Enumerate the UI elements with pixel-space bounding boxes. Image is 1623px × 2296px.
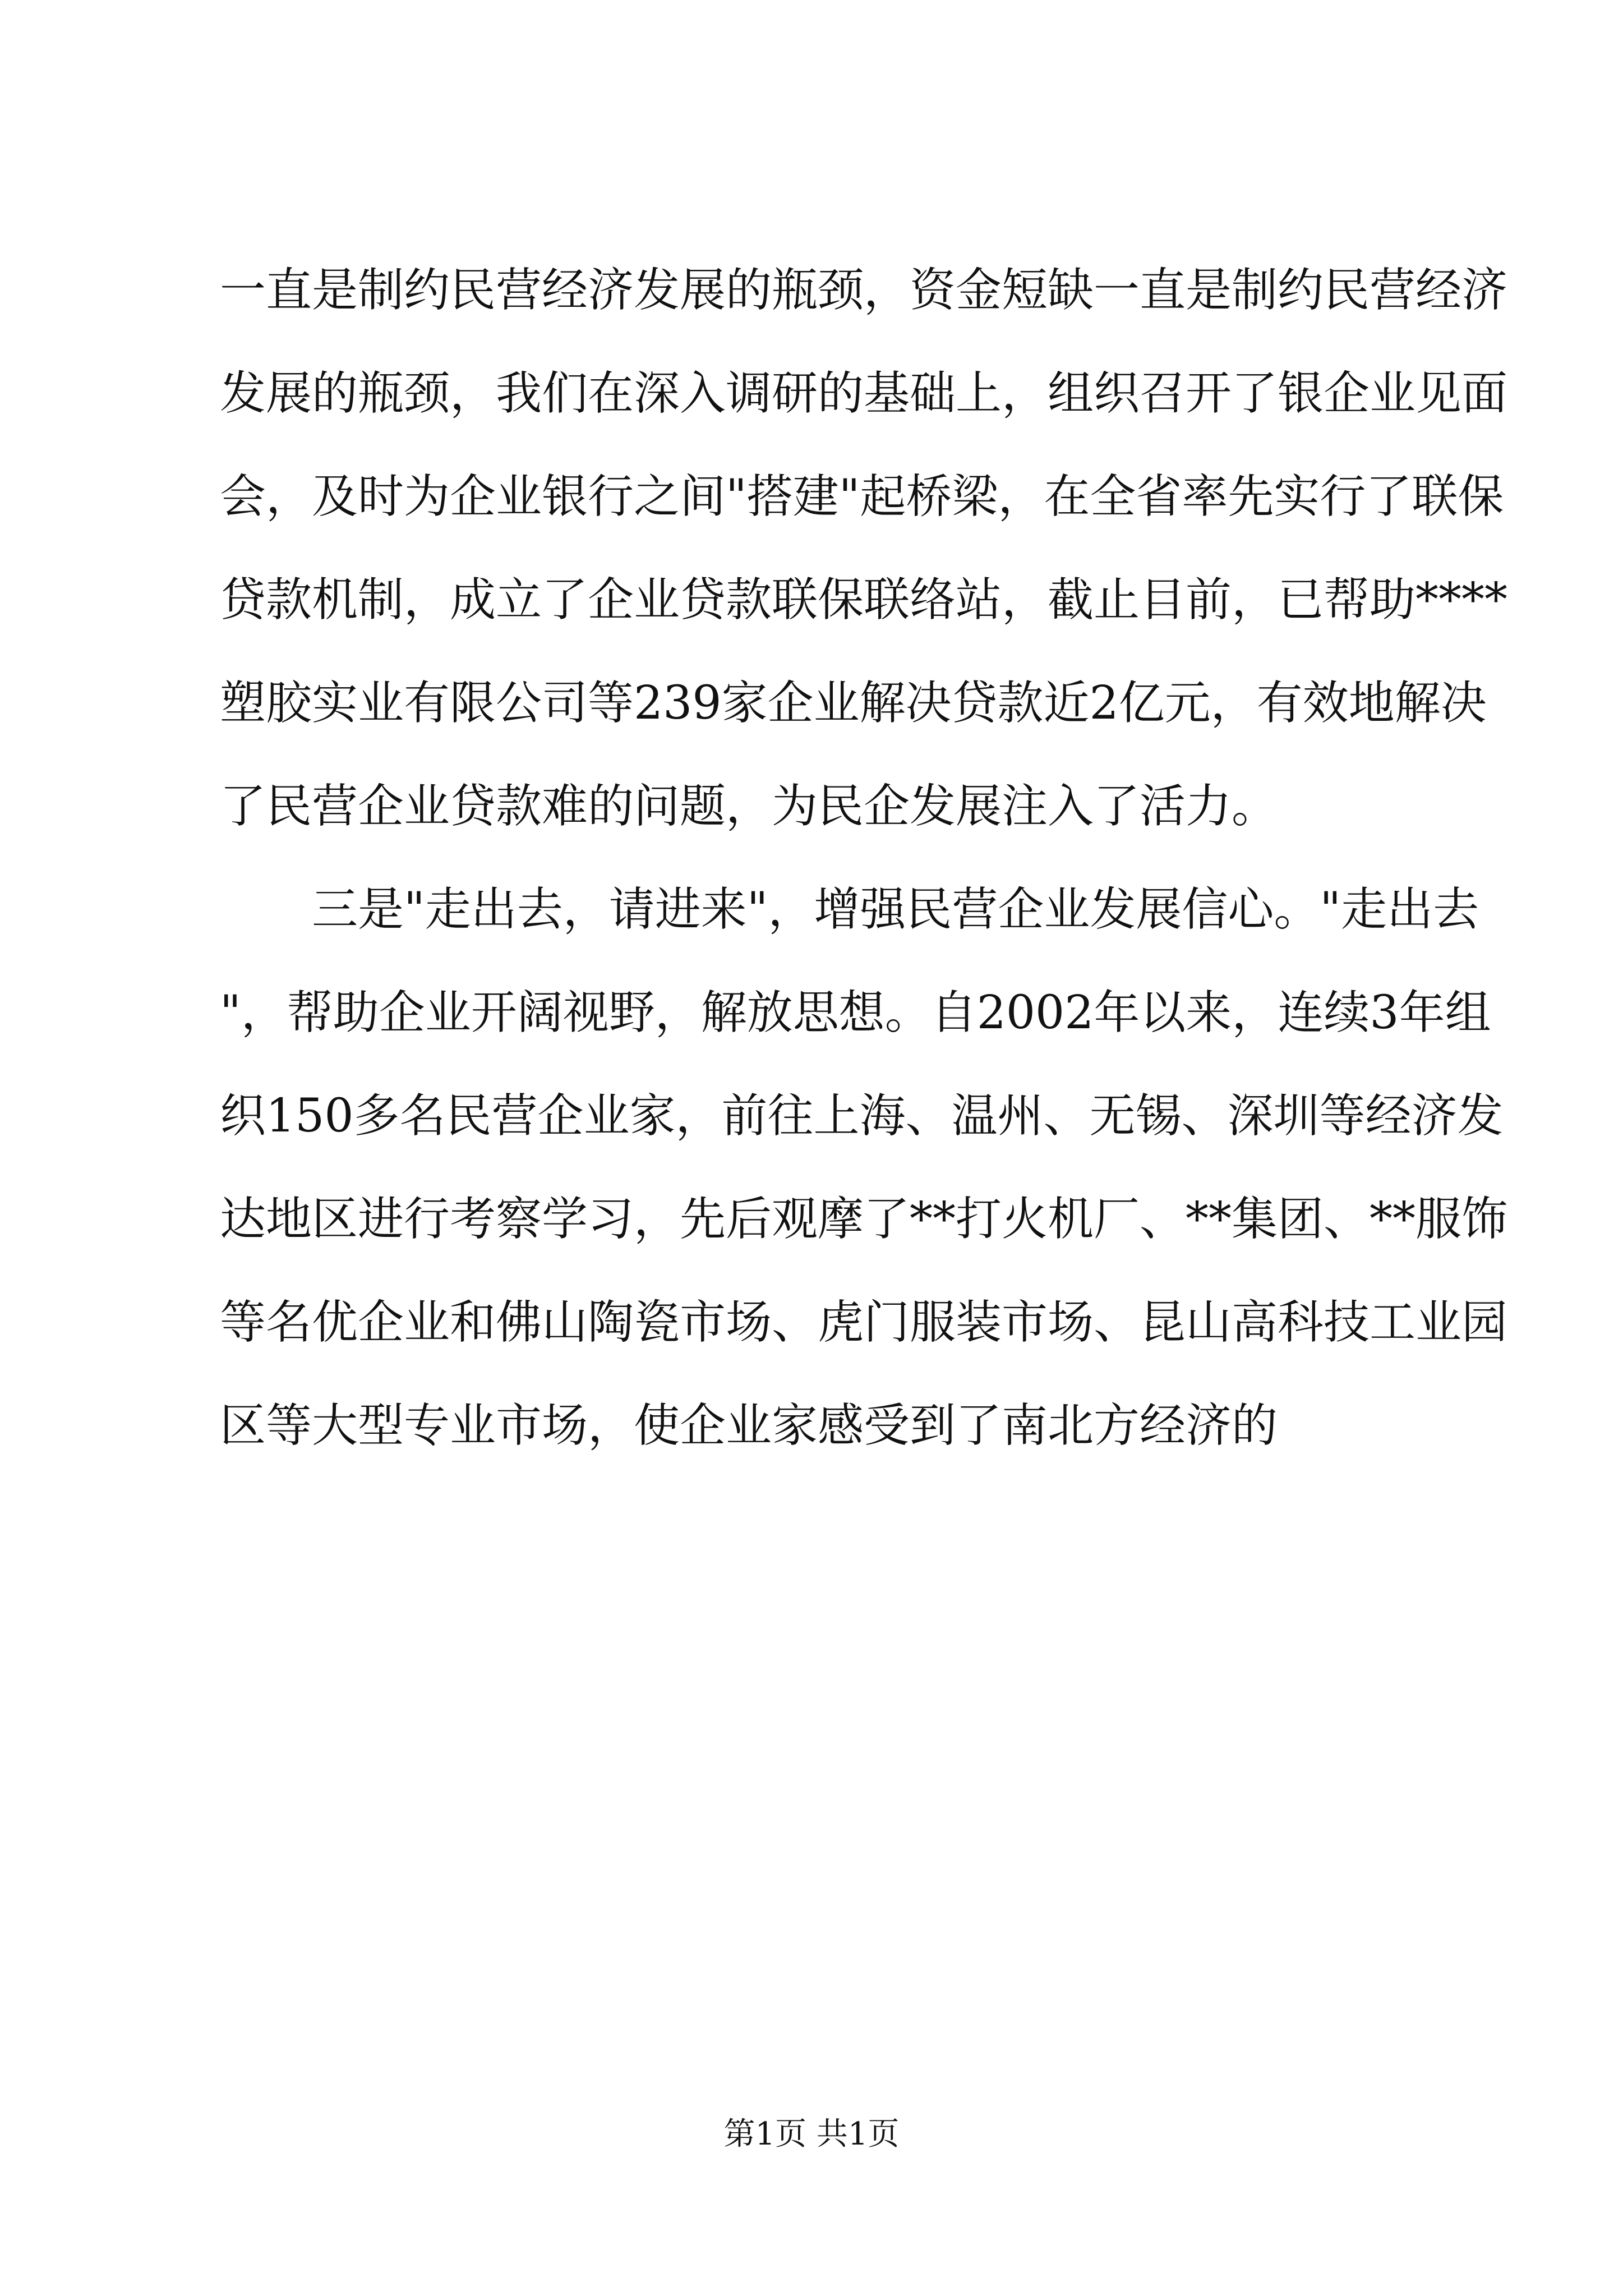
text-line: 发展的瓶颈，我们在深入调研的基础上，组织召开了银企业见面 xyxy=(220,367,1508,420)
text-line: 区等大型专业市场，使企业家感受到了南北方经济的 xyxy=(220,1399,1278,1452)
text-line: 贷款机制，成立了企业贷款联保联络站，截止目前，已帮助**** xyxy=(220,573,1508,627)
text-line: 达地区进行考察学习，先后观摩了**打火机厂、**集团、**服饰 xyxy=(220,1193,1508,1246)
paragraph-1 xyxy=(220,264,1508,834)
text-line: "，帮助企业开阔视野，解放思想。自2002年以来，连续3年组 xyxy=(220,986,1491,1039)
text-line: 一直是制约民营经济发展的瓶颈，资金短缺一直是制约民营经济 xyxy=(220,264,1508,317)
text-line: 塑胶实业有限公司等239家企业解决贷款近2亿元，有效地解决 xyxy=(220,677,1487,730)
text-line: 等名优企业和佛山陶瓷市场、虎门服装市场、昆山高科技工业园 xyxy=(220,1296,1508,1349)
text-line: 会，及时为企业银行之间"搭建"起桥梁，在全省率先实行了联保 xyxy=(220,470,1504,523)
text-line: 三是"走出去，请进来"，增强民营企业发展信心。"走出去 xyxy=(312,883,1479,936)
document-body xyxy=(220,264,1508,1502)
page-number-footer: 第1页 共1页 xyxy=(723,2116,900,2152)
text-line: 了民营企业贷款难的问题，为民企发展注入了活力。 xyxy=(220,780,1278,833)
paragraph-2 xyxy=(220,883,1508,1453)
text-line: 织150多名民营企业家，前往上海、温州、无锡、深圳等经济发 xyxy=(220,1089,1504,1143)
